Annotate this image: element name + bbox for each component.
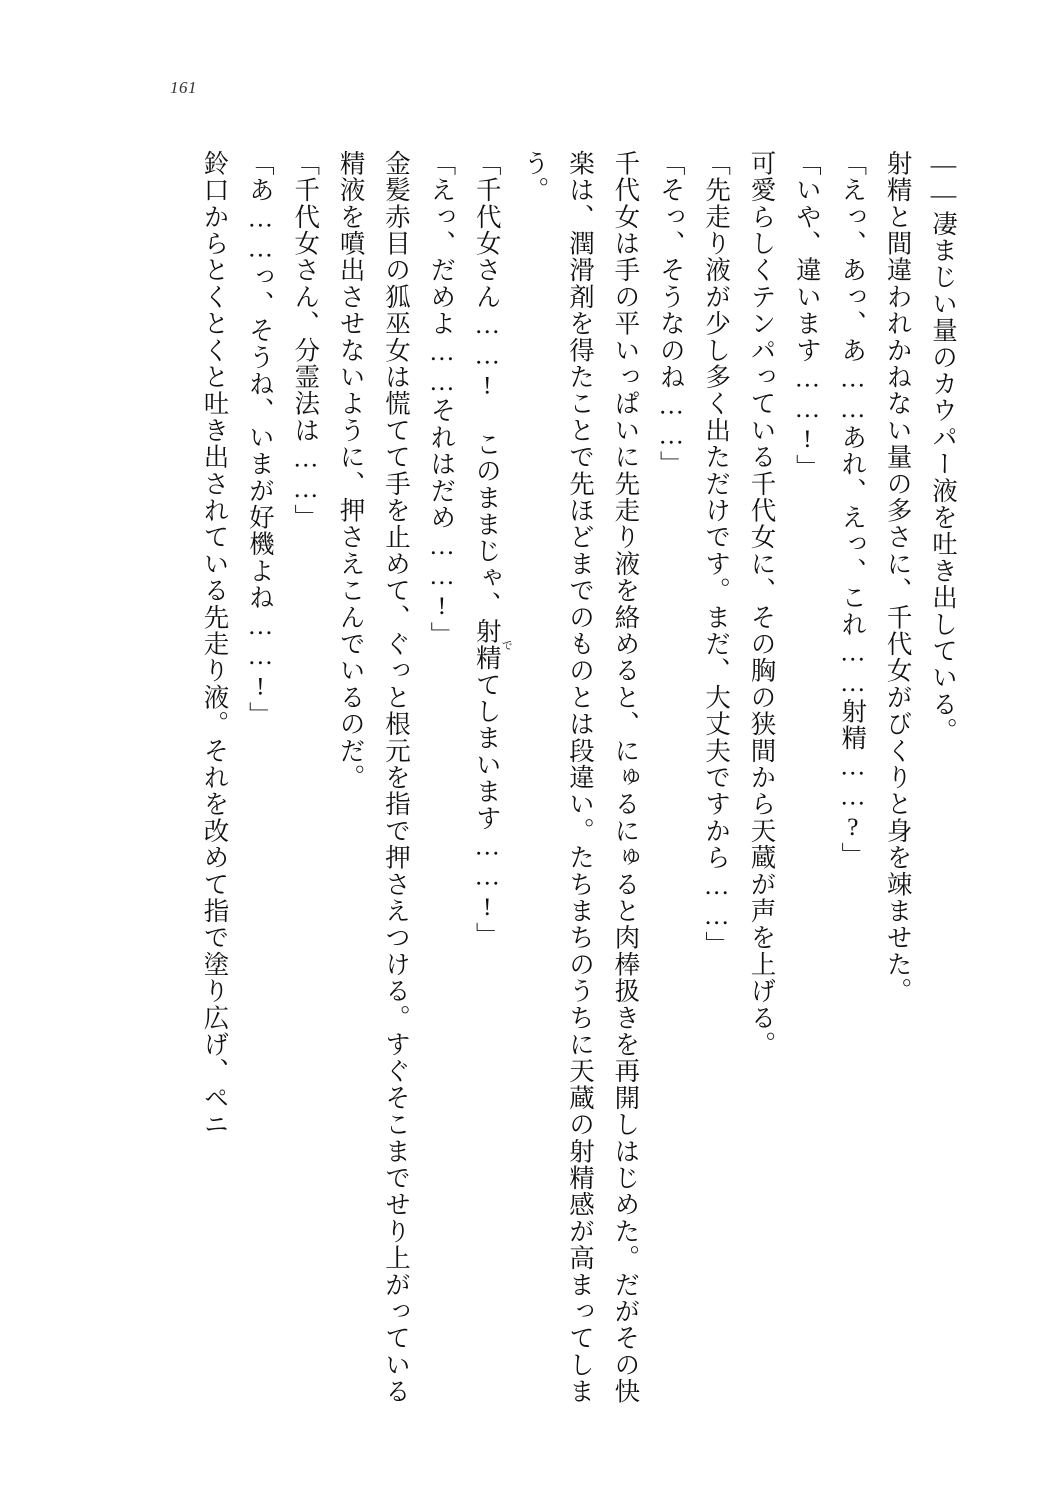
paragraph: 「えっ、あっ、あ……あれ、えっ、これ……射精……?」: [838, 150, 868, 869]
paragraph: 金髪赤目の狐巫女は慌てて手を止めて、ぐっと根元を指で押さえつける。すぐそこまでせり上がっている精液を噴出させないように、押さえこんでいるのだ。: [336, 150, 411, 1405]
paragraph: 「そっ、そうなのね……」: [656, 150, 686, 478]
ruby-annotation: 射精で: [472, 617, 513, 672]
paragraph: 千代女は手の平いっぱいに先走り液を絡めると、にゅるにゅると肉棒扱きを再開しはじめた。だがその快楽は、潤滑剤を得たことで先ほどまでのものとは段違い。たちまちのうちに天蔵の射精感が高まってしまう。: [520, 150, 641, 1405]
paragraph: 「えっ、だめよ……それはだめ……!」: [427, 150, 457, 649]
page-number: 161: [170, 78, 197, 97]
paragraph: 鈴口からとくとくと吐き出されている先走り液。それを改めて指で塗り広げ、ペニ: [200, 150, 230, 1138]
paragraph: 「あ……っ、そうね、いまが好機よね……!」: [245, 150, 275, 729]
paragraph: 可愛らしくテンパっている千代女に、その胸の狭間から天蔵が声を上げる。: [747, 150, 777, 1058]
paragraph: 「いや、違います……!」: [792, 150, 822, 481]
paragraph: 「先走り液が少し多く出ただけです。まだ、大丈夫ですから……」: [702, 150, 732, 958]
paragraph-with-ruby: 「千代女さん……! このままじゃ、射精でてしまいます……!」: [472, 150, 513, 949]
paragraph: ――凄まじい量のカウパー液を吐き出している。: [929, 150, 958, 745]
paragraph: 射精と間違われかねない量の多さに、千代女がびくりと身を竦ませた。: [883, 150, 913, 1005]
body-text-vertical: [88, 150, 966, 1420]
paragraph: 「千代女さん、分霊法は……」: [291, 150, 321, 531]
